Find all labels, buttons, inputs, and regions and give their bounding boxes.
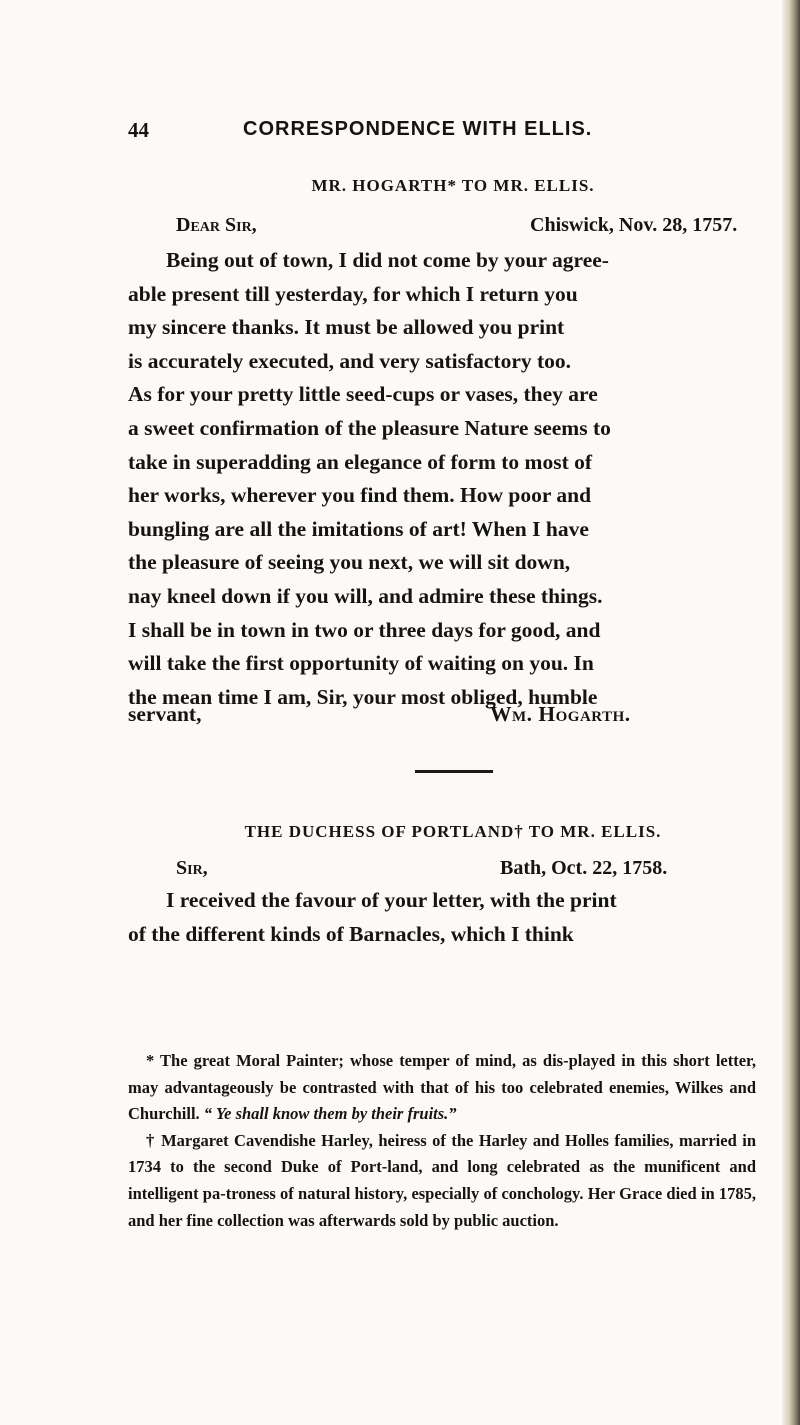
text-line: is accurately executed, and very satisfactory too. [128, 348, 572, 373]
footnote-text: * The great Moral Painter; whose temper of mind, as dis-played in this short letter, may advantageously be contrasted with that of his too celebrated enemies, Wilkes and Churchill. [128, 1051, 756, 1124]
text-line: the pleasure of seeing you next, we will sit down, [128, 550, 571, 575]
text-line: the mean time I am, Sir, your most obliged, humble [128, 684, 598, 709]
text-line: I received the favour of your letter, with the print [166, 888, 617, 912]
letter-heading: THE DUCHESS OF PORTLAND† TO MR. ELLIS. [244, 822, 662, 841]
letter-body [128, 244, 756, 714]
section-divider [415, 770, 493, 773]
signature: Wm. Hogarth. [490, 702, 631, 726]
footnote [128, 1128, 756, 1234]
page-edge-shadow [782, 0, 800, 1425]
running-title: CORRESPONDENCE WITH ELLIS. [243, 118, 593, 140]
text-line: my sincere thanks. It must be allowed you print [128, 315, 565, 340]
closing: servant, [128, 702, 202, 726]
footnote-text: † Margaret Cavendishe Harley, heiress of the Harley and Holles families, married in 1734 to the second Duke of Port-land, and long celebrated as the munificent and intelligent pa-troness of natural history, especially of conchology. Her Grace died in 1785, and her fine collection was afterwards sold by public auction. [128, 1130, 756, 1230]
text-line: will take the first opportunity of waiting on you. In [128, 651, 594, 676]
text-line: I shall be in town in two or three days for good, and [128, 617, 601, 642]
text-line: able present till yesterday, for which I return you [128, 281, 578, 306]
salutation: Sir, [176, 857, 208, 879]
letter-body [128, 884, 756, 951]
text-line: nay kneel down if you will, and admire these things. [128, 583, 603, 608]
letter-date: Chiswick, Nov. 28, 1757. [530, 214, 738, 236]
page-number: 44 [128, 118, 149, 142]
letter-date: Bath, Oct. 22, 1758. [500, 857, 668, 879]
text-line: take in superadding an elegance of form to most of [128, 449, 593, 474]
footnotes [128, 1048, 756, 1234]
text-line: her works, wherever you find them. How poor and [128, 483, 592, 508]
text-line: Being out of town, I did not come by your agree- [166, 248, 609, 272]
footnote [128, 1048, 756, 1128]
letter-heading: MR. HOGARTH* TO MR. ELLIS. [311, 176, 595, 195]
text-line: As for your pretty little seed-cups or vases, they are [128, 382, 598, 407]
text-line: bungling are all the imitations of art! When I have [128, 516, 589, 541]
running-head [128, 118, 778, 148]
footnote-quote: “ Ye shall know them by their fruits.” [203, 1104, 457, 1124]
text-line: a sweet confirmation of the pleasure Nature seems to [128, 415, 611, 440]
salutation: Dear Sir, [176, 214, 257, 236]
text-line: of the different kinds of Barnacles, which I think [128, 921, 574, 946]
